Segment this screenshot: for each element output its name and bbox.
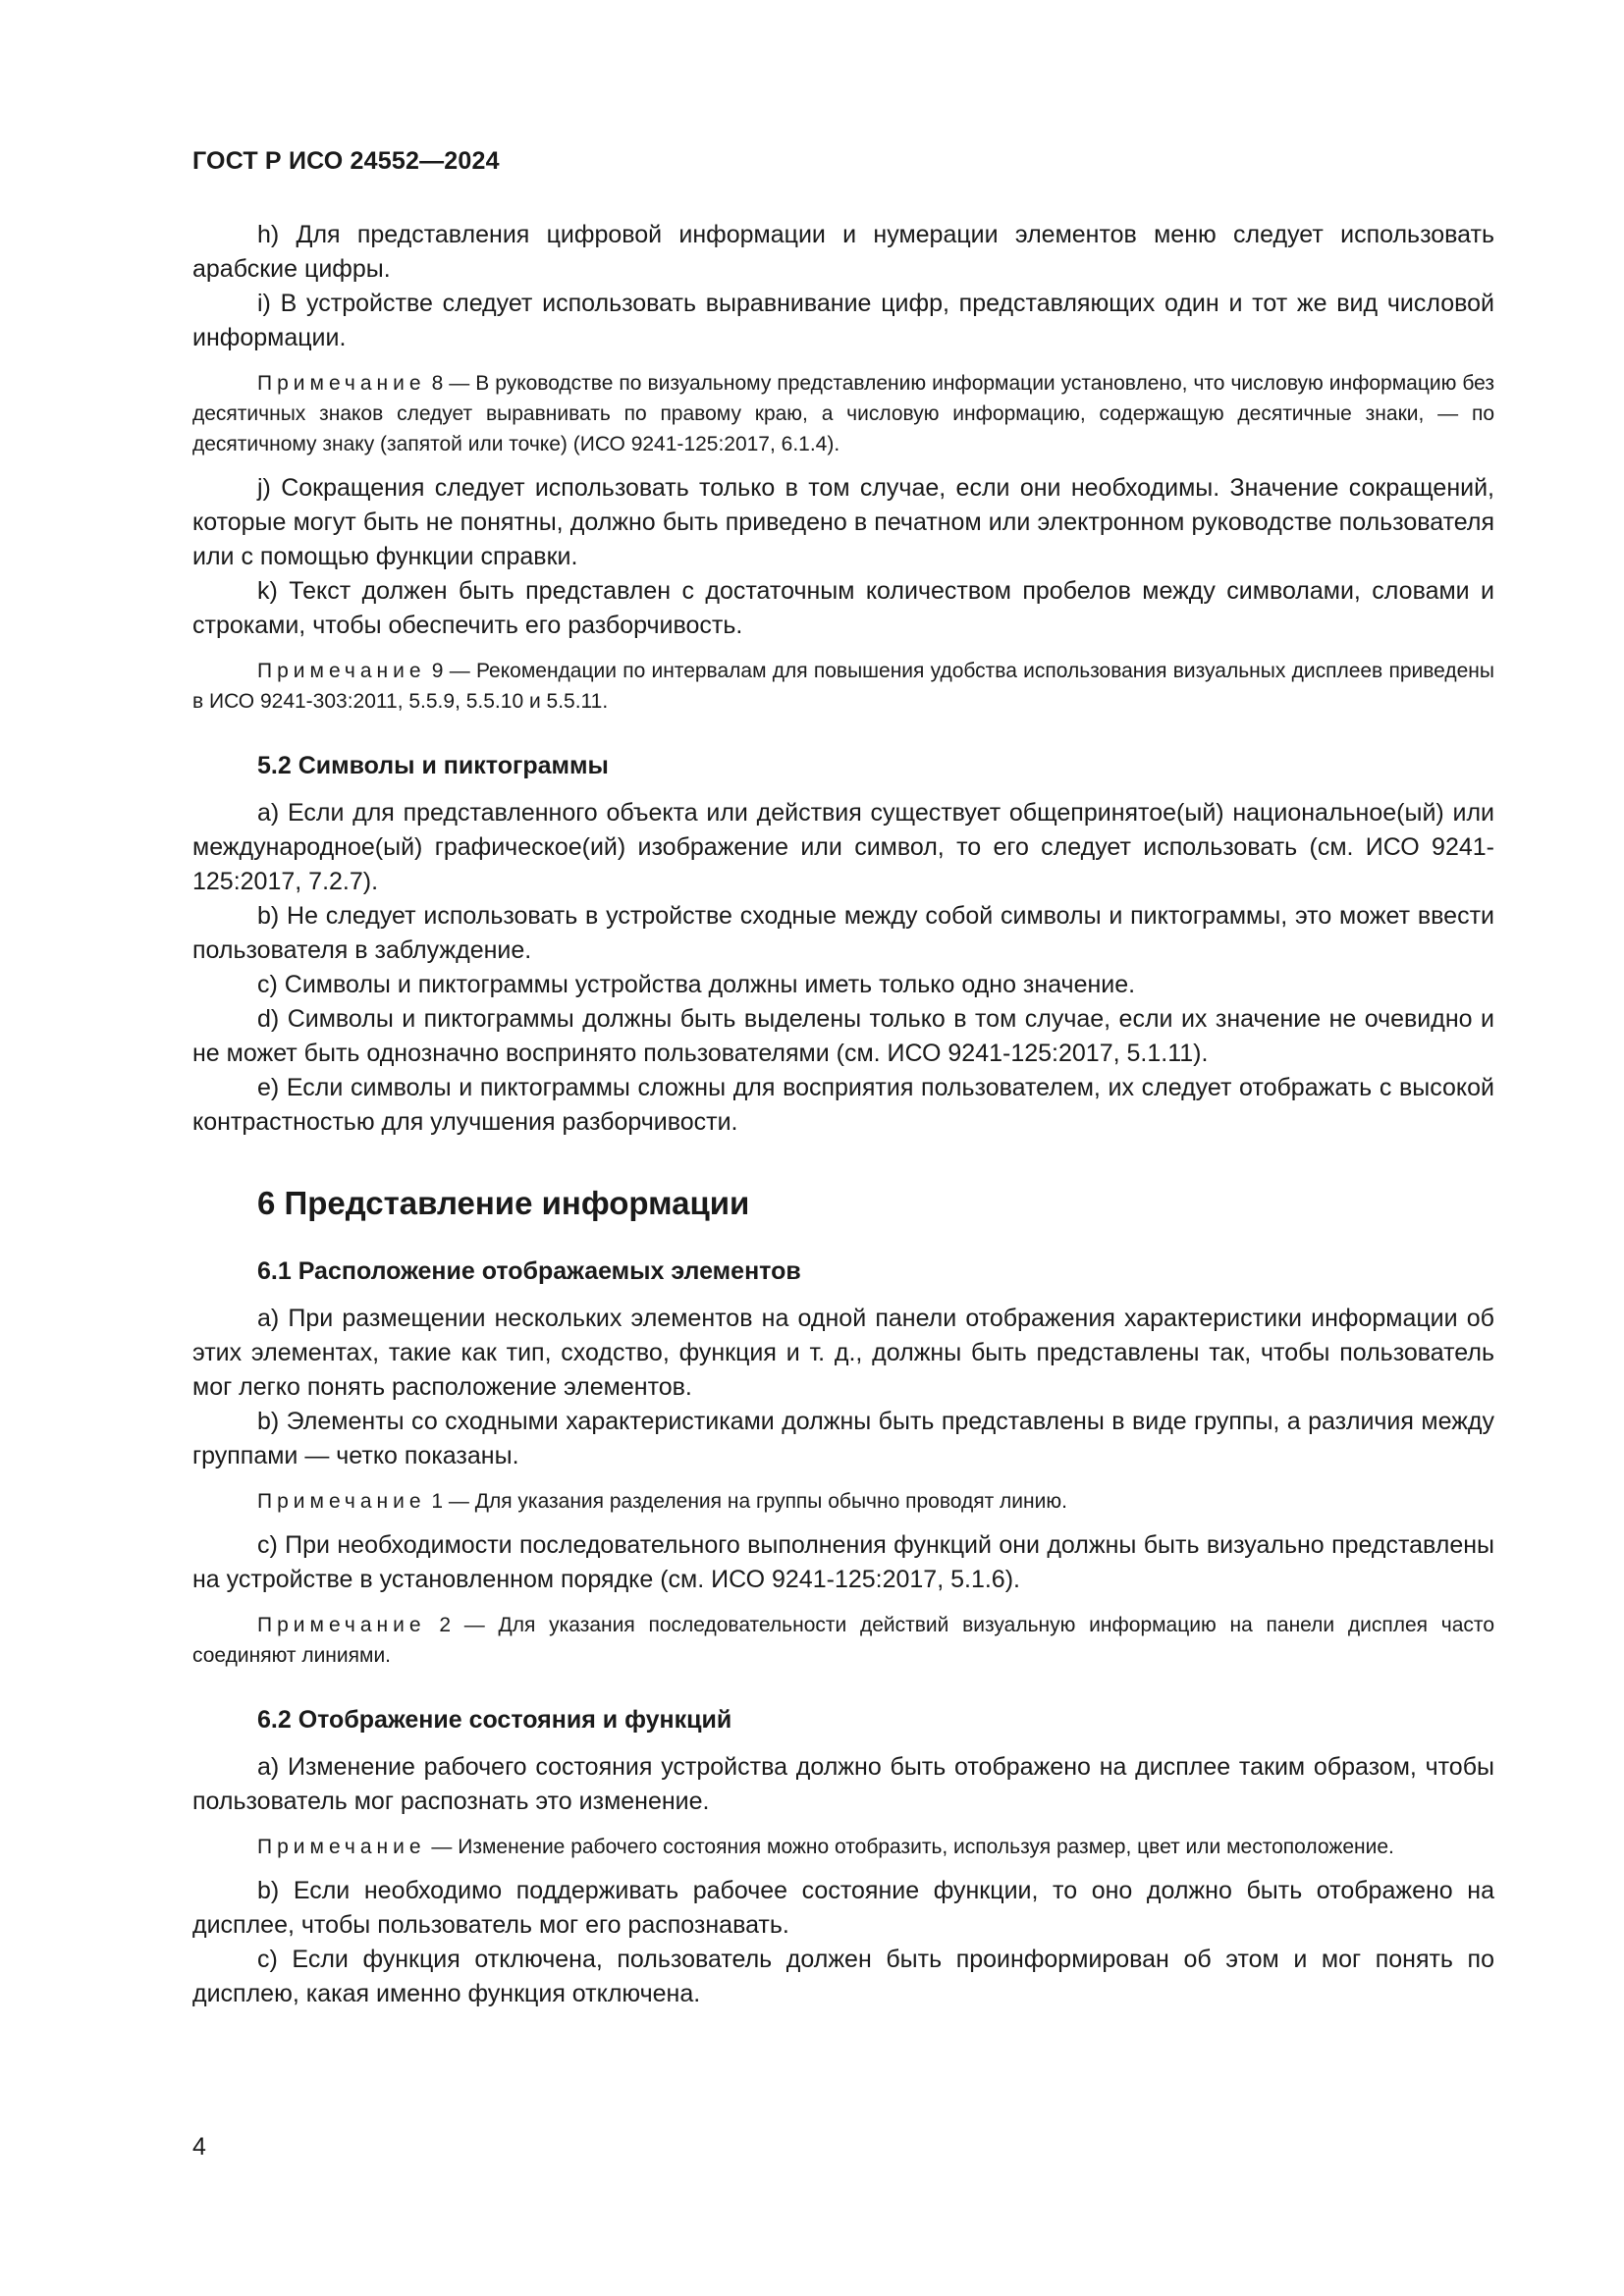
- document-body: [192, 218, 1494, 2011]
- paragraph-h: h) Для представления цифровой информации и нумерации элементов меню следует использовать арабские цифры.: [192, 221, 1494, 283]
- paragraph-6-1-b: b) Элементы со сходными характеристиками должны быть представлены в виде группы, а различия между группами — четко показаны.: [192, 1408, 1494, 1469]
- section-heading-5-2: 5.2 Символы и пиктограммы: [257, 752, 609, 779]
- page-number: 4: [192, 2133, 206, 2161]
- paragraph-6-1-a: a) При размещении нескольких элементов на одной панели отображения характеристики информации об этих элементах, такие как тип, сходство, функция и т. д., должны быть представлены так, чтобы пользователь мог легко понять расположение элементов.: [192, 1305, 1494, 1401]
- paragraph-5-2-d: d) Символы и пиктограммы должны быть выделены только в том случае, если их значение не очевидно и не может быть однозначно воспринято пользователями (см. ИСО 9241-125:2017, 5.1.11).: [192, 1005, 1494, 1067]
- note-8: [192, 368, 1494, 459]
- note-9: [192, 656, 1494, 717]
- paragraph-5-2-b: b) Не следует использовать в устройстве сходные между собой символы и пиктограммы, это может ввести пользователя в заблуждение.: [192, 902, 1494, 964]
- paragraph-5-2-e: e) Если символы и пиктограммы сложны для восприятия пользователем, их следует отображать с высокой контрастностью для улучшения разборчивости.: [192, 1074, 1494, 1136]
- paragraph-i: i) В устройстве следует использовать выравнивание цифр, представляющих один и тот же вид числовой информации.: [192, 290, 1494, 351]
- note-text: — Изменение рабочего состояния можно отобразить, используя размер, цвет или местоположение.: [425, 1836, 1394, 1858]
- note-text: 9 — Рекомендации по интервалам для повышения удобства использования визуальных дисплеев приведены в ИСО 9241-303:2011, 5.5.9, 5.5.10 и 5.5.11.: [192, 660, 1494, 713]
- section-heading-6: 6 Представление информации: [257, 1185, 750, 1221]
- note-text: 1 — Для указания разделения на группы обычно проводят линию.: [425, 1490, 1067, 1513]
- note-label: Примечание: [257, 1490, 426, 1513]
- paragraph-j: j) Сокращения следует использовать только в том случае, если они необходимы. Значение сокращений, которые могут быть не понятны, должно быть приведено в печатном или электронном руководстве пользователя или с помощью функции справки.: [192, 474, 1494, 570]
- paragraph-6-2-b: b) Если необходимо поддерживать рабочее состояние функции, то оно должно быть отображено на дисплее, чтобы пользователь мог его распознавать.: [192, 1877, 1494, 1939]
- paragraph-k: k) Текст должен быть представлен с достаточным количеством пробелов между символами, словами и строками, чтобы обеспечить его разборчивость.: [192, 577, 1494, 639]
- note-6-2: [192, 1832, 1494, 1862]
- note-label: Примечание: [257, 1614, 426, 1636]
- paragraph-5-2-a: a) Если для представленного объекта или действия существует общепринятое(ый) национальное(ый) или международное(ый) графическое(ий) изображение или символ, то его следует использовать (см. ИСО 9241-125:2017, 7.2.7).: [192, 799, 1494, 895]
- note-label: Примечание: [257, 1836, 426, 1858]
- section-heading-6-2: 6.2 Отображение состояния и функций: [257, 1706, 732, 1734]
- note-label: Примечание: [257, 372, 426, 395]
- paragraph-5-2-c: c) Символы и пиктограммы устройства должны иметь только одно значение.: [257, 971, 1136, 998]
- note-text: 8 — В руководстве по визуальному представлению информации установлено, что числовую информацию без десятичных знаков следует выравнивать по правому краю, а числовую информацию, содержащую десятичные знаки, — по десятичному знаку (запятой или точке) (ИСО 9241-125:2017, 6.1.4).: [192, 372, 1494, 455]
- paragraph-6-1-c: c) При необходимости последовательного выполнения функций они должны быть визуально представлены на устройстве в установленном порядке (см. ИСО 9241-125:2017, 5.1.6).: [192, 1531, 1494, 1593]
- paragraph-6-2-c: c) Если функция отключена, пользователь должен быть проинформирован об этом и мог понять по дисплею, какая именно функция отключена.: [192, 1946, 1494, 2007]
- paragraph-6-2-a: a) Изменение рабочего состояния устройства должно быть отображено на дисплее таким образом, чтобы пользователь мог распознать это изменение.: [192, 1753, 1494, 1815]
- document-header: ГОСТ Р ИСО 24552—2024: [192, 147, 500, 175]
- note-text: 2 — Для указания последовательности действий визуальную информацию на панели дисплея часто соединяют линиями.: [192, 1614, 1494, 1667]
- note-1: [192, 1486, 1494, 1517]
- section-heading-6-1: 6.1 Расположение отображаемых элементов: [257, 1257, 801, 1285]
- note-label: Примечание: [257, 660, 426, 682]
- note-2: [192, 1610, 1494, 1671]
